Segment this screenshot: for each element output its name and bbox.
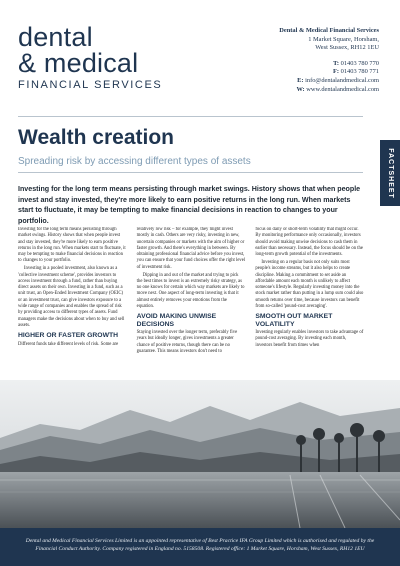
column-1-paragraph-3: Different funds take different levels of risk. Some are bbox=[18, 341, 119, 347]
mountain-lake-image bbox=[0, 380, 400, 528]
contact-firm-name: Dental & Medical Financial Services bbox=[279, 27, 379, 34]
column-3-paragraph-2: Investing on a regular basis not only suits most people's income streams, but it also helps to create discipline. Making a commitment to set aside an affordable amount each month is unlikely to affect someone's lifestyle. Regularly investing money into the stock market rather than putting in a lump sum could also smooth returns over time, because investors can benefit from so-called 'pound-cost averaging'. bbox=[255, 259, 364, 310]
column-3-paragraph-3: Investing regularly enables investors to take advantage of pound-cost averaging. By investing each month, investors benefit from times when bbox=[255, 330, 364, 348]
heading-higher-or-faster-growth: HIGHER OR FASTER GROWTH bbox=[18, 332, 119, 340]
subtitle-divider bbox=[18, 172, 363, 173]
contact-address-line-2: West Sussex, RH12 1EU bbox=[315, 44, 379, 52]
intro-paragraph: Investing for the long term means persisting through market swings. History shows that when people invest and stay invested, they're more likely to earn positive returns in the long run. When markets start to fluctuate, it may be tempting to make financial decisions in reaction to changes to your portfolio. bbox=[18, 185, 361, 225]
column-1-paragraph-1: Investing for the long term means persisting through market swings. History shows that when people invest and stay invested, they're more likely to earn positive returns in the long run. When markets start to fluctuate, it may be tempting to make financial decisions in reaction to changes to your portfolio. bbox=[18, 227, 126, 264]
regulatory-footer bbox=[0, 528, 400, 566]
logo-text-financial-services: FINANCIAL SERVICES bbox=[18, 79, 163, 91]
page-title: Wealth creation bbox=[18, 126, 174, 149]
contact-website-link[interactable]: W: www.dentalandmedical.com bbox=[296, 85, 379, 93]
company-logo bbox=[18, 24, 188, 91]
column-3-paragraph-1: focus on daily or short-term volatility that might occur. By monitoring performance only occasionally, investors should avoid making unwise decisions to cash them in earlier than necessary. Instead, the focus should be on the long-term growth potential of the investments. bbox=[255, 227, 363, 258]
factsheet-tab bbox=[380, 140, 400, 206]
column-2-paragraph-2: Dipping in and out of the market and trying to pick the best times to invest is an extremely risky strategy, as no one knows for certain which way markets are likely to move next. One aspect of long-term investing is that it almost entirely removes your emotions from the equation. bbox=[136, 272, 245, 310]
contact-fax: F: 01403 780 771 bbox=[333, 68, 379, 76]
article-column-2 bbox=[137, 227, 246, 377]
footer-line-2: Financial Conduct Authority. Company registered in England no. 5158508. Registered office: 1 Market Square, Horsham, West Sussex, RH12 1EU bbox=[35, 546, 365, 552]
page-subtitle: Spreading risk by accessing different types of assets bbox=[18, 156, 251, 167]
contact-email-link[interactable]: E: info@dentalandmedical.com bbox=[297, 76, 379, 84]
column-1-paragraph-2: Investing in a pooled investment, also known as a 'collective investment scheme', provides investors to access investment through a fund, rather than buying direct assets on their own. Investing in a fund, such as a unit trust, an Open-Ended Investment Company (OEIC) or an investment trust, can give investors exposure to a wide range of companies and enables the spread of risk by providing access to different types of assets. Fund managers make the decisions about when to buy and sell assets. bbox=[18, 266, 125, 328]
contact-address-line-1: 1 Market Square, Horsham, bbox=[308, 35, 379, 43]
column-2-paragraph-3: Staying invested over the longer term, preferably five years but ideally longer, gives investments a greater chance of positive returns, though there can be no guarantee. This means investors don't need to bbox=[136, 330, 238, 355]
landscape-photo bbox=[0, 380, 400, 528]
logo-text-dental: dental bbox=[18, 22, 93, 52]
contact-telephone: T: 01403 780 770 bbox=[333, 59, 379, 67]
footer-line-1: Dental and Medical Financial Services Limited is an appointed representative of Best Practice IFA Group Limited which is authorised and regulated by the bbox=[25, 538, 375, 544]
factsheet-tab-label: FACTSHEET bbox=[386, 147, 394, 199]
contact-block bbox=[229, 27, 379, 94]
logo-text-medical: & medical bbox=[18, 48, 139, 78]
column-2-paragraph-1: relatively low risk – for example, they might invest mostly in cash. Others are very risky, investing in new, uncertain companies or markets with the aim of higher or faster growth. And there's everything in between. By obtaining professional financial advice before you invest, you can ensure that your fund choices offer the right level of investment risk. bbox=[136, 227, 246, 270]
heading-avoid-unwise-decisions: AVOID MAKING UNWISE DECISIONS bbox=[136, 313, 217, 328]
header-divider bbox=[18, 116, 363, 117]
heading-smooth-out-volatility: SMOOTH OUT MARKET VOLATILITY bbox=[255, 313, 333, 328]
article-columns bbox=[18, 227, 364, 377]
article-column-3 bbox=[255, 227, 364, 377]
article-column-1 bbox=[18, 227, 127, 377]
